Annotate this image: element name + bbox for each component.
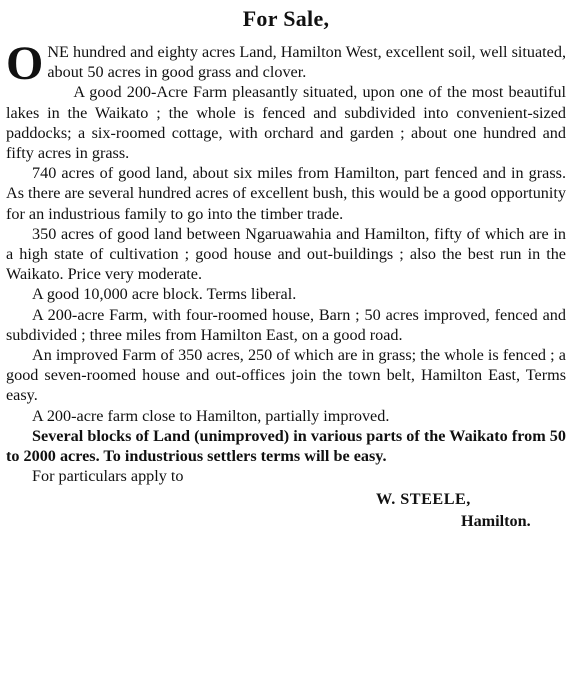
ad-paragraph-4: 350 acres of good land between Ngaruawahia and Hamilton, fifty of which are in a high state of cultivation ; good house and out-buildings ; also the best run in the Waikato. Price very moderate. [6, 224, 566, 284]
ad-paragraph-3: 740 acres of good land, about six miles from Hamilton, part fenced and in grass. As there are several hundred acres of excellent bush, this would be a good opportunity for an industrious family to go into the timber trade. [6, 164, 566, 223]
ad-paragraph-1-text: NE hundred and eighty acres Land, Hamilton West, excellent soil, well situated, about 50 acres in good grass and clover. [47, 43, 566, 82]
signature-place: Hamilton. [461, 512, 531, 531]
ad-paragraph-2: A good 200-Acre Farm pleasantly situated, upon one of the most beautiful lakes in the Waikato ; the whole is fenced and subdivided into convenient-sized paddocks; a six-roomed cottage, with orchard and garden ; about one hundred and fifty acres in grass. [6, 83, 566, 163]
signature-block [6, 490, 566, 534]
ad-heading: For Sale, [242, 6, 330, 31]
signature-name: W. STEELE, [376, 490, 471, 509]
ad-paragraph-6: A 200-acre Farm, with four-roomed house, Barn ; 50 acres improved, fenced and subdivided ; three miles from Hamilton East, on a good road. [6, 305, 566, 344]
apply-line: For particulars apply to [32, 467, 184, 486]
ad-paragraph-1 [6, 37, 566, 90]
drop-cap: O [6, 37, 44, 90]
ad-paragraph-7: An improved Farm of 350 acres, 250 of which are in grass; the whole is fenced ; a good seven-roomed house and out-offices join the town belt, Hamilton East, Terms easy. [6, 346, 566, 405]
ad-paragraph-5: A good 10,000 acre block. Terms liberal. [32, 285, 297, 304]
ad-paragraph-9: Several blocks of Land (unimproved) in various parts of the Waikato from 50 to 2000 acres. To industrious settlers terms will be easy. [6, 426, 566, 466]
ad-paragraph-8: A 200-acre farm close to Hamilton, partially improved. [32, 406, 390, 425]
